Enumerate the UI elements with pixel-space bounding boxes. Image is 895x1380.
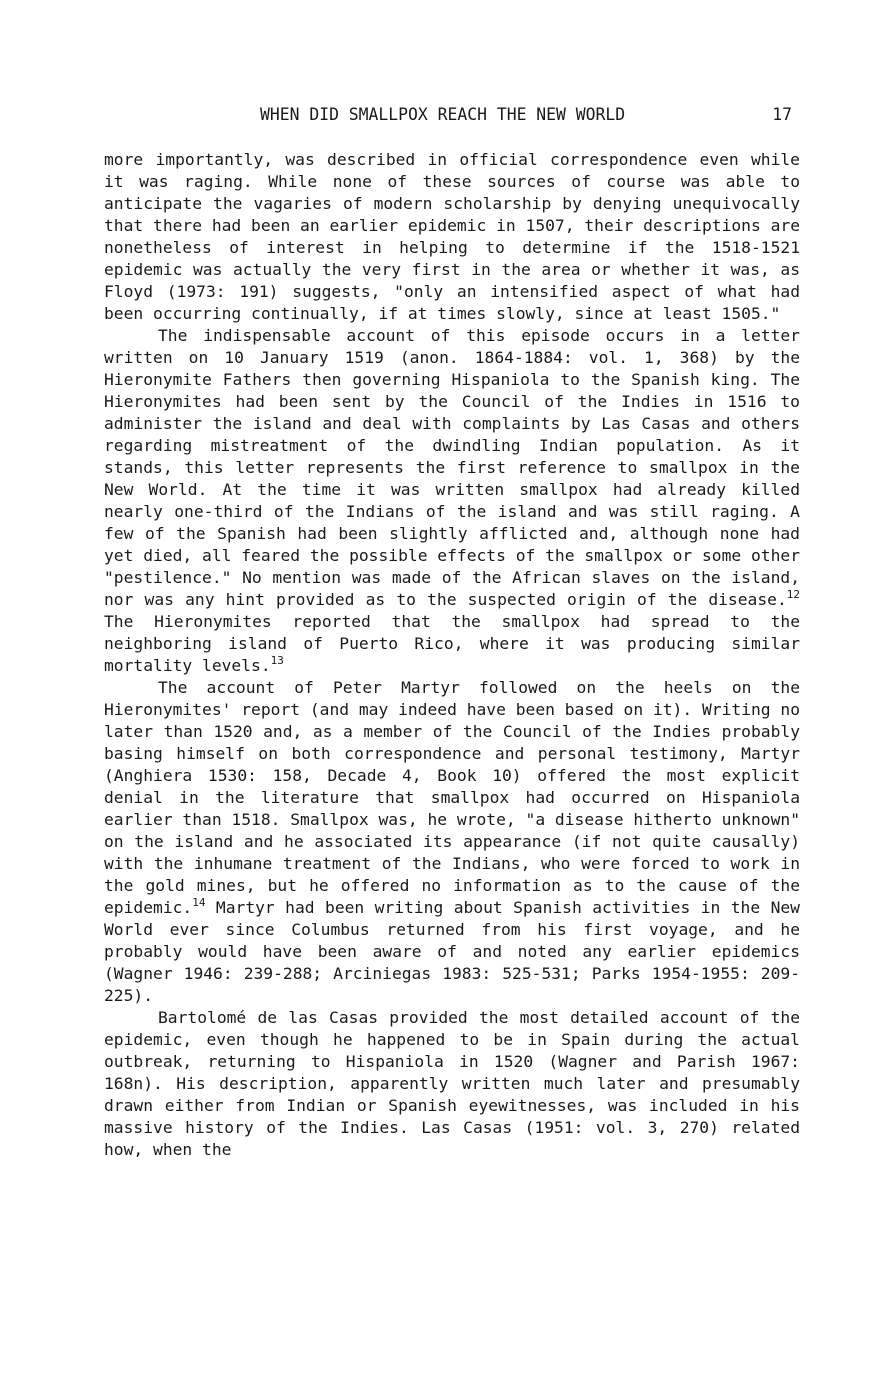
footnote-ref-14: 14 — [192, 896, 206, 909]
paragraph-4 — [104, 1007, 800, 1161]
paragraph-1 — [104, 149, 800, 325]
paragraph-2 — [104, 325, 800, 677]
body-text — [104, 149, 800, 1161]
page-number: 17 — [772, 105, 792, 124]
paragraph-1-text: more importantly, was described in official correspondence even while it was raging. While none of these sources of course was able to anticipate the vagaries of modern scholarship by denying unequivocally that there had been an earlier epidemic in 1507, their descriptions are nonetheless of interest in helping to determine if the 1518-1521 epidemic was actually the very first in the area or whether it was, as Floyd (1973: 191) suggests, "only an intensified aspect of what had been occurring continually, if at times slowly, since at least 1505." — [104, 150, 800, 323]
paragraph-3-text-a: The account of Peter Martyr followed on the heels on the Hieronymites' report (and may indeed have been based on it). Writing no later than 1520 and, as a member of the Council of the Indies probably basing himself on both correspondence and personal testimony, Martyr (Anghiera 1530: 158, Decade 4, Book 10) offered the most explicit denial in the literature that smallpox had occurred on Hispaniola earlier than 1518. Smallpox was, he wrote, "a disease hitherto unknown" on the island and he associated its appearance (if not quite causally) with the inhumane treatment of the Indians, who were forced to work in the gold mines, but he offered no information as to the cause of the epidemic. — [104, 678, 800, 917]
footnote-ref-12: 12 — [786, 588, 800, 601]
running-title: WHEN DID SMALLPOX REACH THE NEW WORLD — [260, 105, 626, 124]
paragraph-2-text-b: The Hieronymites reported that the smallpox had spread to the neighboring island of Puerto Rico, where it was producing similar mortality levels. — [104, 612, 800, 675]
paragraph-2-text-a: The indispensable account of this episode occurs in a letter written on 10 January 1519 (anon. 1864-1884: vol. 1, 368) by the Hieronymite Fathers then governing Hispaniola to the Spanish king. The Hieronymites had been sent by the Council of the Indies in 1516 to administer the island and deal with complaints by Las Casas and others regarding mistreatment of the dwindling Indian population. As it stands, this letter represents the first reference to smallpox in the New World. At the time it was written smallpox had already killed nearly one-third of the Indians of the island and was still raging. A few of the Spanish had been slightly afflicted and, although none had yet died, all feared the possible effects of the smallpox or some other "pestilence." No mention was made of the African slaves on the island, nor was any hint provided as to the suspected origin of the disease. — [104, 326, 800, 609]
paragraph-3 — [104, 677, 800, 1007]
footnote-ref-13: 13 — [270, 654, 284, 667]
paragraph-4-text: Bartolomé de las Casas provided the most detailed account of the epidemic, even though he happened to be in Spain during the actual outbreak, returning to Hispaniola in 1520 (Wagner and Parish 1967: 168n). His description, apparently written much later and presumably drawn either from Indian or Spanish eyewitnesses, was included in his massive history of the Indies. Las Casas (1951: vol. 3, 270) related how, when the — [104, 1008, 800, 1159]
paragraph-3-text-b: Martyr had been writing about Spanish activities in the New World ever since Columbus returned from his first voyage, and he probably would have been aware of and noted any earlier epidemics (Wagner 1946: 239-288; Arciniegas 1983: 525-531; Parks 1954-1955: 209-225). — [104, 898, 800, 1005]
